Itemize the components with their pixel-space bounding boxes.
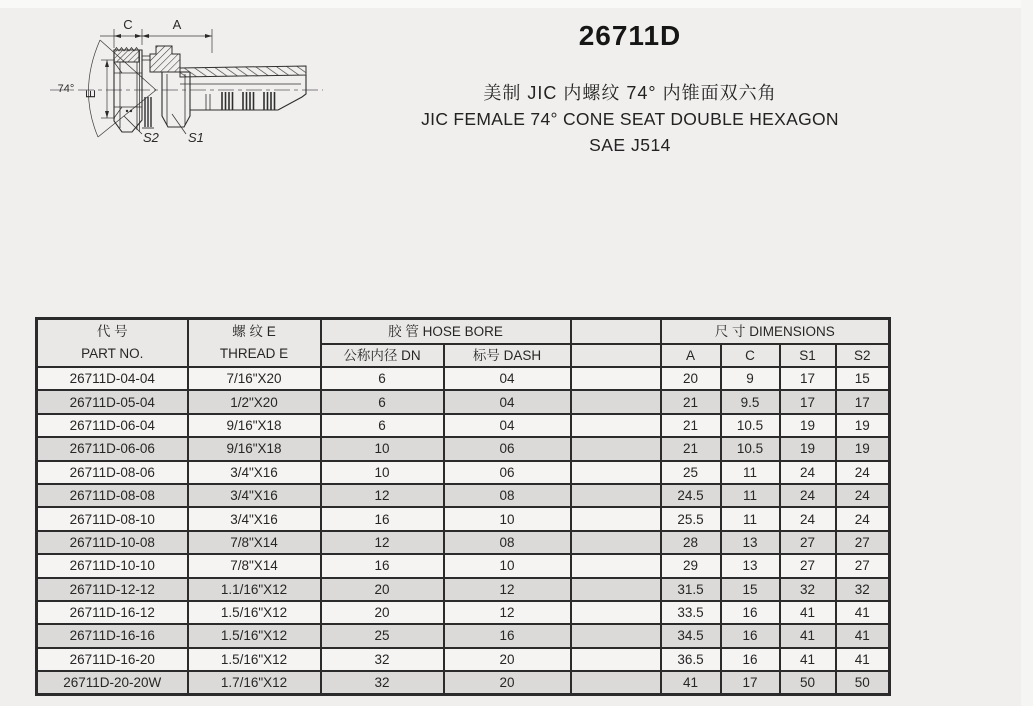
cell-part-no: 26711D-16-12 [37, 601, 188, 624]
cell-c: 9 [721, 367, 780, 390]
subtitle-standard: SAE J514 [589, 135, 671, 155]
table-row [37, 531, 890, 554]
cell-s2: 50 [836, 671, 890, 695]
cell-a: 28 [661, 531, 721, 554]
cell-dash: 16 [444, 624, 571, 647]
header-col-a: A [661, 344, 721, 367]
nipple-hex [162, 72, 190, 127]
detail-dot [130, 110, 132, 112]
cell-s2: 24 [836, 484, 890, 507]
header-dash: 标号 DASH [444, 344, 571, 367]
cell-dash: 12 [444, 601, 571, 624]
sectioned-collar [142, 46, 180, 128]
header-part-no-cn: 代 号 [96, 324, 128, 339]
cell-dn: 12 [321, 531, 444, 554]
cell-thread: 1.7/16"X12 [188, 671, 321, 695]
cell-s1: 32 [780, 578, 836, 601]
cell-dash: 12 [444, 578, 571, 601]
cell-s1: 24 [780, 507, 836, 530]
cell-part-no: 26711D-05-04 [37, 390, 188, 413]
cell-a: 24.5 [661, 484, 721, 507]
header-thread [188, 319, 321, 368]
header-part-no-en: PART NO. [81, 346, 144, 361]
cell-c: 13 [721, 554, 780, 577]
cell-s2: 41 [836, 624, 890, 647]
cell-dn: 20 [321, 601, 444, 624]
header-dimensions: 尺 寸 DIMENSIONS [661, 319, 890, 345]
table-row [37, 648, 890, 671]
cell-dn: 10 [321, 461, 444, 484]
cell-c: 13 [721, 531, 780, 554]
cell-dash: 04 [444, 414, 571, 437]
cell-dn: 32 [321, 671, 444, 695]
detail-dot [126, 110, 128, 112]
cell-s1: 41 [780, 601, 836, 624]
cell-c: 16 [721, 648, 780, 671]
cell-dash: 10 [444, 554, 571, 577]
cell-c: 17 [721, 671, 780, 695]
angle-label: 74° [57, 83, 75, 95]
cell-part-no: 26711D-16-20 [37, 648, 188, 671]
cell-s1: 41 [780, 624, 836, 647]
s2-label: S2 [143, 130, 159, 145]
cell-dn: 20 [321, 578, 444, 601]
cell-blank [571, 367, 661, 390]
cell-s1: 24 [780, 461, 836, 484]
table-row [37, 461, 890, 484]
cell-s2: 27 [836, 531, 890, 554]
cell-a: 36.5 [661, 648, 721, 671]
cell-s2: 41 [836, 601, 890, 624]
cell-part-no: 26711D-08-10 [37, 507, 188, 530]
cell-dash: 06 [444, 437, 571, 460]
dim-a-label: A [172, 17, 182, 32]
cell-part-no: 26711D-08-08 [37, 484, 188, 507]
s1-label: S1 [188, 130, 204, 145]
cell-s1: 27 [780, 554, 836, 577]
cell-blank [571, 624, 661, 647]
part-number-title: 26711D [578, 20, 682, 51]
table-row [37, 437, 890, 460]
cell-s2: 24 [836, 461, 890, 484]
cell-dash: 08 [444, 531, 571, 554]
cell-part-no: 26711D-16-16 [37, 624, 188, 647]
cell-s1: 50 [780, 671, 836, 695]
cell-s2: 27 [836, 554, 890, 577]
cell-a: 31.5 [661, 578, 721, 601]
cell-dn: 16 [321, 507, 444, 530]
cell-s2: 24 [836, 507, 890, 530]
header-dn: 公称内径 DN [321, 344, 444, 367]
cell-s2: 19 [836, 414, 890, 437]
cell-a: 21 [661, 437, 721, 460]
spec-table [35, 317, 891, 696]
cell-s2: 41 [836, 648, 890, 671]
cell-thread: 9/16"X18 [188, 414, 321, 437]
cell-s2: 32 [836, 578, 890, 601]
header-col-s2: S2 [836, 344, 890, 367]
cell-c: 16 [721, 601, 780, 624]
cell-a: 25 [661, 461, 721, 484]
header-blank-2 [571, 344, 661, 367]
cell-thread: 1.1/16"X12 [188, 578, 321, 601]
cell-blank [571, 601, 661, 624]
cell-blank [571, 484, 661, 507]
cell-c: 10.5 [721, 414, 780, 437]
cell-part-no: 26711D-06-04 [37, 414, 188, 437]
spec-table-head [37, 319, 890, 368]
subtitle-english: JIC FEMALE 74° CONE SEAT DOUBLE HEXAGON [421, 109, 839, 129]
cell-thread: 1/2"X20 [188, 390, 321, 413]
cell-dash: 04 [444, 390, 571, 413]
header-thread-cn: 螺 纹 E [232, 324, 276, 339]
cell-dn: 6 [321, 390, 444, 413]
cell-dn: 6 [321, 414, 444, 437]
cell-dn: 16 [321, 554, 444, 577]
table-row [37, 624, 890, 647]
subtitle-chinese: 美制 JIC 内螺纹 74° 内锥面双六角 [483, 83, 777, 103]
cell-s2: 15 [836, 367, 890, 390]
cell-blank [571, 554, 661, 577]
cell-blank [571, 461, 661, 484]
cell-s2: 17 [836, 390, 890, 413]
cell-a: 29 [661, 554, 721, 577]
header-blank [571, 319, 661, 345]
cell-thread: 3/4"X16 [188, 461, 321, 484]
cell-dash: 20 [444, 648, 571, 671]
cell-a: 25.5 [661, 507, 721, 530]
cell-a: 21 [661, 390, 721, 413]
cell-a: 21 [661, 414, 721, 437]
cell-c: 11 [721, 484, 780, 507]
cell-c: 11 [721, 461, 780, 484]
cell-part-no: 26711D-06-06 [37, 437, 188, 460]
cell-a: 33.5 [661, 601, 721, 624]
cell-a: 34.5 [661, 624, 721, 647]
header-hose-bore: 胶 管 HOSE BORE [321, 319, 571, 345]
cell-s1: 27 [780, 531, 836, 554]
cell-dash: 06 [444, 461, 571, 484]
cell-dn: 25 [321, 624, 444, 647]
table-row [37, 390, 890, 413]
cell-dn: 10 [321, 437, 444, 460]
cell-s1: 19 [780, 414, 836, 437]
cell-part-no: 26711D-10-08 [37, 531, 188, 554]
cell-thread: 7/8"X14 [188, 531, 321, 554]
cell-blank [571, 507, 661, 530]
cell-thread: 1.5/16"X12 [188, 601, 321, 624]
cell-part-no: 26711D-20-20W [37, 671, 188, 695]
table-row [37, 414, 890, 437]
cell-part-no: 26711D-08-06 [37, 461, 188, 484]
cell-part-no: 26711D-04-04 [37, 367, 188, 390]
cell-blank [571, 390, 661, 413]
cell-s1: 17 [780, 390, 836, 413]
cell-dn: 6 [321, 367, 444, 390]
cell-thread: 3/4"X16 [188, 507, 321, 530]
cell-thread: 7/8"X14 [188, 554, 321, 577]
cell-dn: 32 [321, 648, 444, 671]
dimension-line-e [101, 60, 115, 118]
page-top-margin [0, 0, 1033, 8]
header-thread-en: THREAD E [219, 346, 289, 361]
cell-blank [571, 671, 661, 695]
table-row [37, 507, 890, 530]
cell-thread: 1.5/16"X12 [188, 648, 321, 671]
table-row [37, 367, 890, 390]
cell-dash: 20 [444, 671, 571, 695]
table-row [37, 554, 890, 577]
heading-block [280, 20, 980, 156]
table-row [37, 601, 890, 624]
cell-blank [571, 437, 661, 460]
cell-s1: 19 [780, 437, 836, 460]
cell-c: 11 [721, 507, 780, 530]
header-col-s1: S1 [780, 344, 836, 367]
cell-c: 15 [721, 578, 780, 601]
cell-part-no: 26711D-10-10 [37, 554, 188, 577]
cell-blank [571, 531, 661, 554]
cell-thread: 7/16"X20 [188, 367, 321, 390]
cell-thread: 9/16"X18 [188, 437, 321, 460]
cell-dash: 08 [444, 484, 571, 507]
table-body [37, 367, 890, 695]
cell-s1: 24 [780, 484, 836, 507]
cell-blank [571, 414, 661, 437]
header-part-no [37, 319, 188, 368]
cell-c: 10.5 [721, 437, 780, 460]
table-row [37, 484, 890, 507]
cell-blank [571, 648, 661, 671]
cell-dash: 10 [444, 507, 571, 530]
cell-a: 41 [661, 671, 721, 695]
cell-thread: 3/4"X16 [188, 484, 321, 507]
cell-dash: 04 [444, 367, 571, 390]
cell-s2: 19 [836, 437, 890, 460]
cell-c: 9.5 [721, 390, 780, 413]
dim-e-label: E [83, 89, 98, 99]
table-row [37, 671, 890, 695]
table-row [37, 578, 890, 601]
cell-part-no: 26711D-12-12 [37, 578, 188, 601]
cell-a: 20 [661, 367, 721, 390]
cell-thread: 1.5/16"X12 [188, 624, 321, 647]
cell-blank [571, 578, 661, 601]
cell-s1: 17 [780, 367, 836, 390]
header-col-c: C [721, 344, 780, 367]
dim-c-label: C [123, 17, 133, 32]
cell-dn: 12 [321, 484, 444, 507]
cell-c: 16 [721, 624, 780, 647]
cell-s1: 41 [780, 648, 836, 671]
page-right-margin [1021, 0, 1033, 706]
